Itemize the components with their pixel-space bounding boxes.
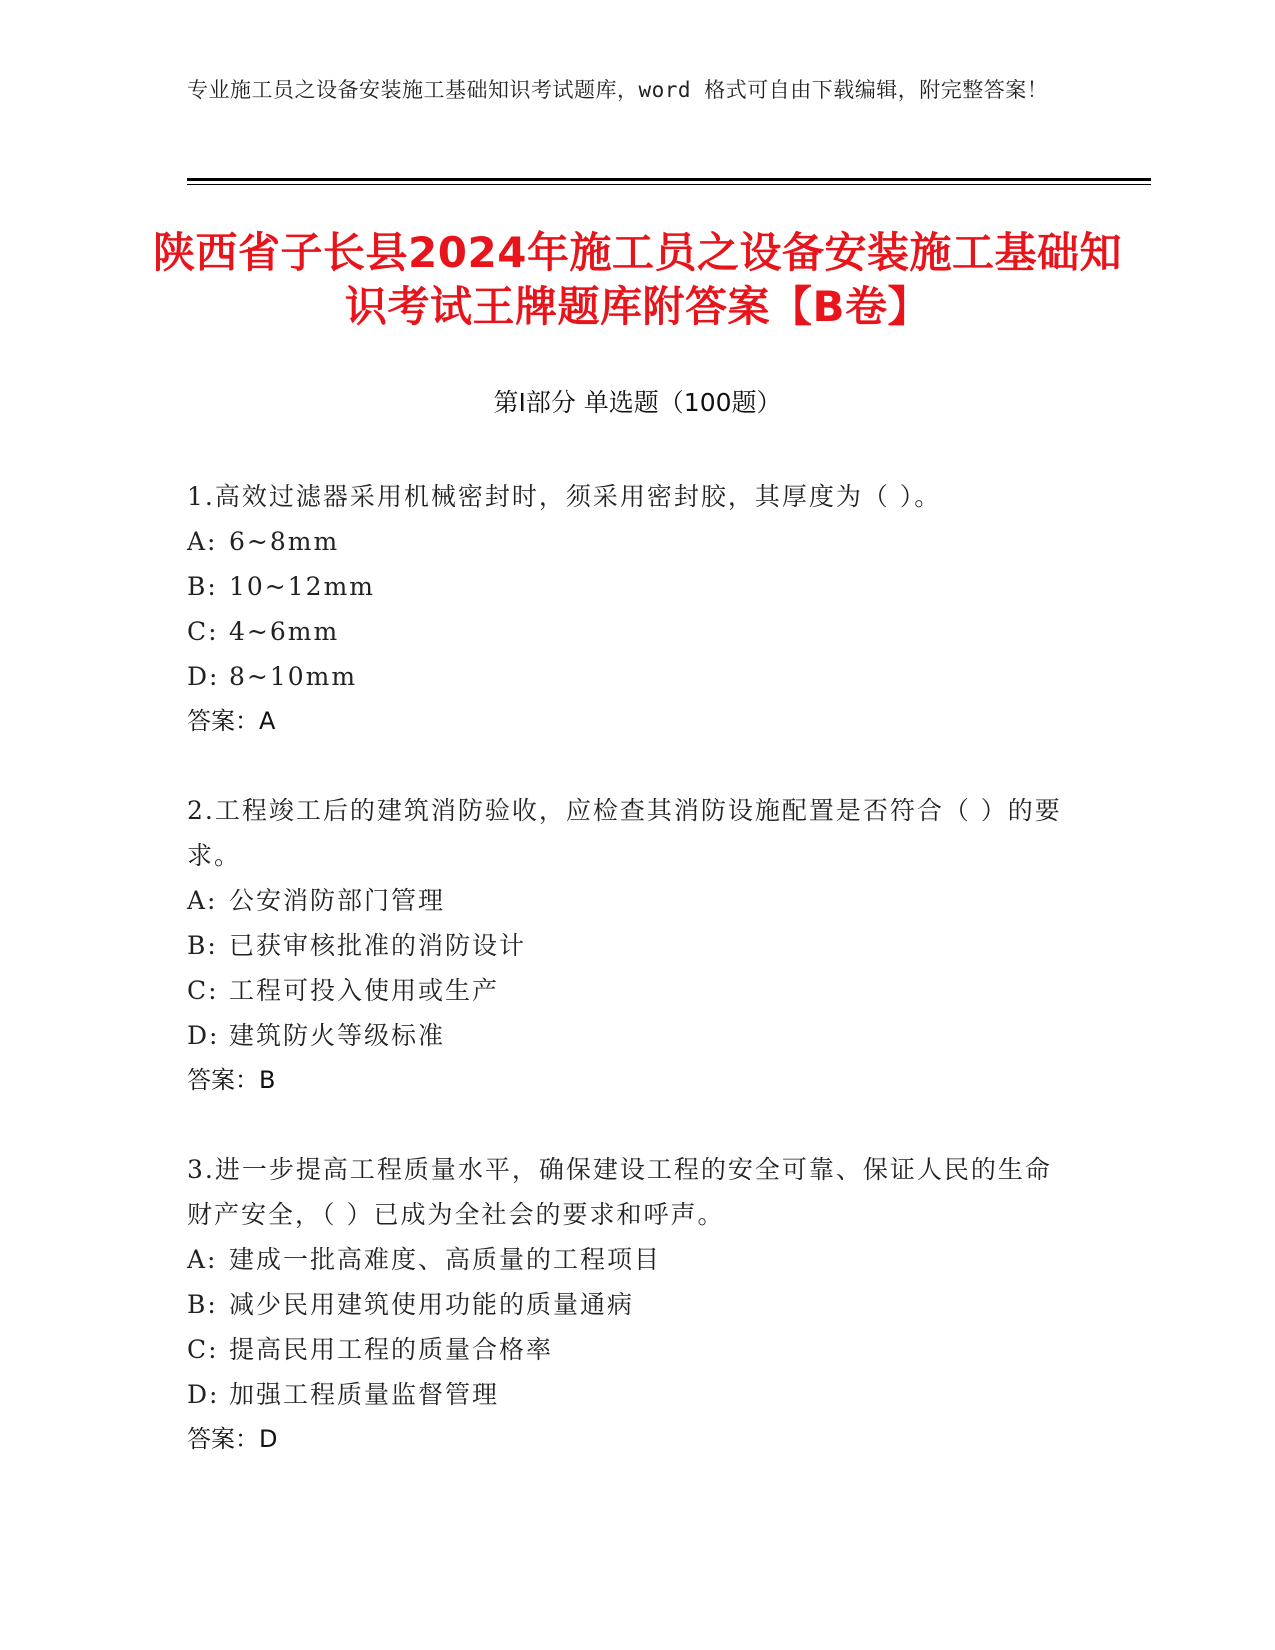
option-text: 8~10mm	[229, 662, 358, 691]
option-letter: D:	[187, 662, 220, 691]
option-d	[187, 1013, 1067, 1058]
option-letter: C:	[187, 1335, 219, 1364]
option-letter: B:	[187, 572, 218, 601]
option-letter: C:	[187, 617, 219, 646]
option-text: 加强工程质量监督管理	[229, 1380, 500, 1409]
option-text: 6~8mm	[229, 527, 340, 556]
question-2	[187, 788, 1067, 1103]
question-3	[187, 1147, 1067, 1462]
option-a	[187, 878, 1067, 923]
option-text: 10~12mm	[229, 572, 375, 601]
option-text: 提高民用工程的质量合格率	[229, 1335, 554, 1364]
question-stem: 3.进一步提高工程质量水平，确保建设工程的安全可靠、保证人民的生命财产安全，（ ）已成为全社会的要求和呼声。	[187, 1155, 1052, 1229]
header-rule-thin	[187, 184, 1151, 185]
question-list	[187, 474, 1067, 1506]
option-a	[187, 1237, 1067, 1282]
answer-line: 答案：B	[187, 1066, 276, 1094]
section-heading: 第Ⅰ部分 单选题（100题）	[493, 388, 782, 417]
question-stem: 2.工程竣工后的建筑消防验收，应检查其消防设施配置是否符合（ ）的要求。	[187, 796, 1062, 870]
option-letter: D:	[187, 1380, 220, 1409]
option-text: 公安消防部门管理	[229, 886, 446, 915]
question-stem: 1.高效过滤器采用机械密封时，须采用密封胶，其厚度为（ ）。	[187, 482, 942, 511]
option-text: 已获审核批准的消防设计	[229, 931, 527, 960]
option-c	[187, 1327, 1067, 1372]
option-letter: A:	[187, 886, 218, 915]
option-letter: B:	[187, 931, 218, 960]
document-title: 陕西省子长县2024年施工员之设备安装施工基础知识考试王牌题库附答案【B卷】	[153, 228, 1122, 331]
option-letter: C:	[187, 976, 219, 1005]
option-text: 工程可投入使用或生产	[229, 976, 500, 1005]
answer-line: 答案：A	[187, 707, 276, 735]
option-text: 4~6mm	[229, 617, 340, 646]
option-text: 建成一批高难度、高质量的工程项目	[229, 1245, 662, 1274]
option-b	[187, 923, 1067, 968]
answer-line: 答案：D	[187, 1425, 278, 1453]
option-c	[187, 968, 1067, 1013]
option-a	[187, 519, 1067, 564]
option-c	[187, 609, 1067, 654]
option-d	[187, 654, 1067, 699]
header-rule-thick	[187, 178, 1151, 181]
option-letter: B:	[187, 1290, 218, 1319]
option-letter: A:	[187, 1245, 218, 1274]
header-note: 专业施工员之设备安装施工基础知识考试题库，word 格式可自由下载编辑，附完整答案！	[187, 78, 1049, 102]
question-1	[187, 474, 1067, 744]
option-b	[187, 564, 1067, 609]
option-b	[187, 1282, 1067, 1327]
option-text: 减少民用建筑使用功能的质量通病	[229, 1290, 635, 1319]
option-d	[187, 1372, 1067, 1417]
option-letter: D:	[187, 1021, 220, 1050]
option-letter: A:	[187, 527, 218, 556]
option-text: 建筑防火等级标准	[229, 1021, 446, 1050]
